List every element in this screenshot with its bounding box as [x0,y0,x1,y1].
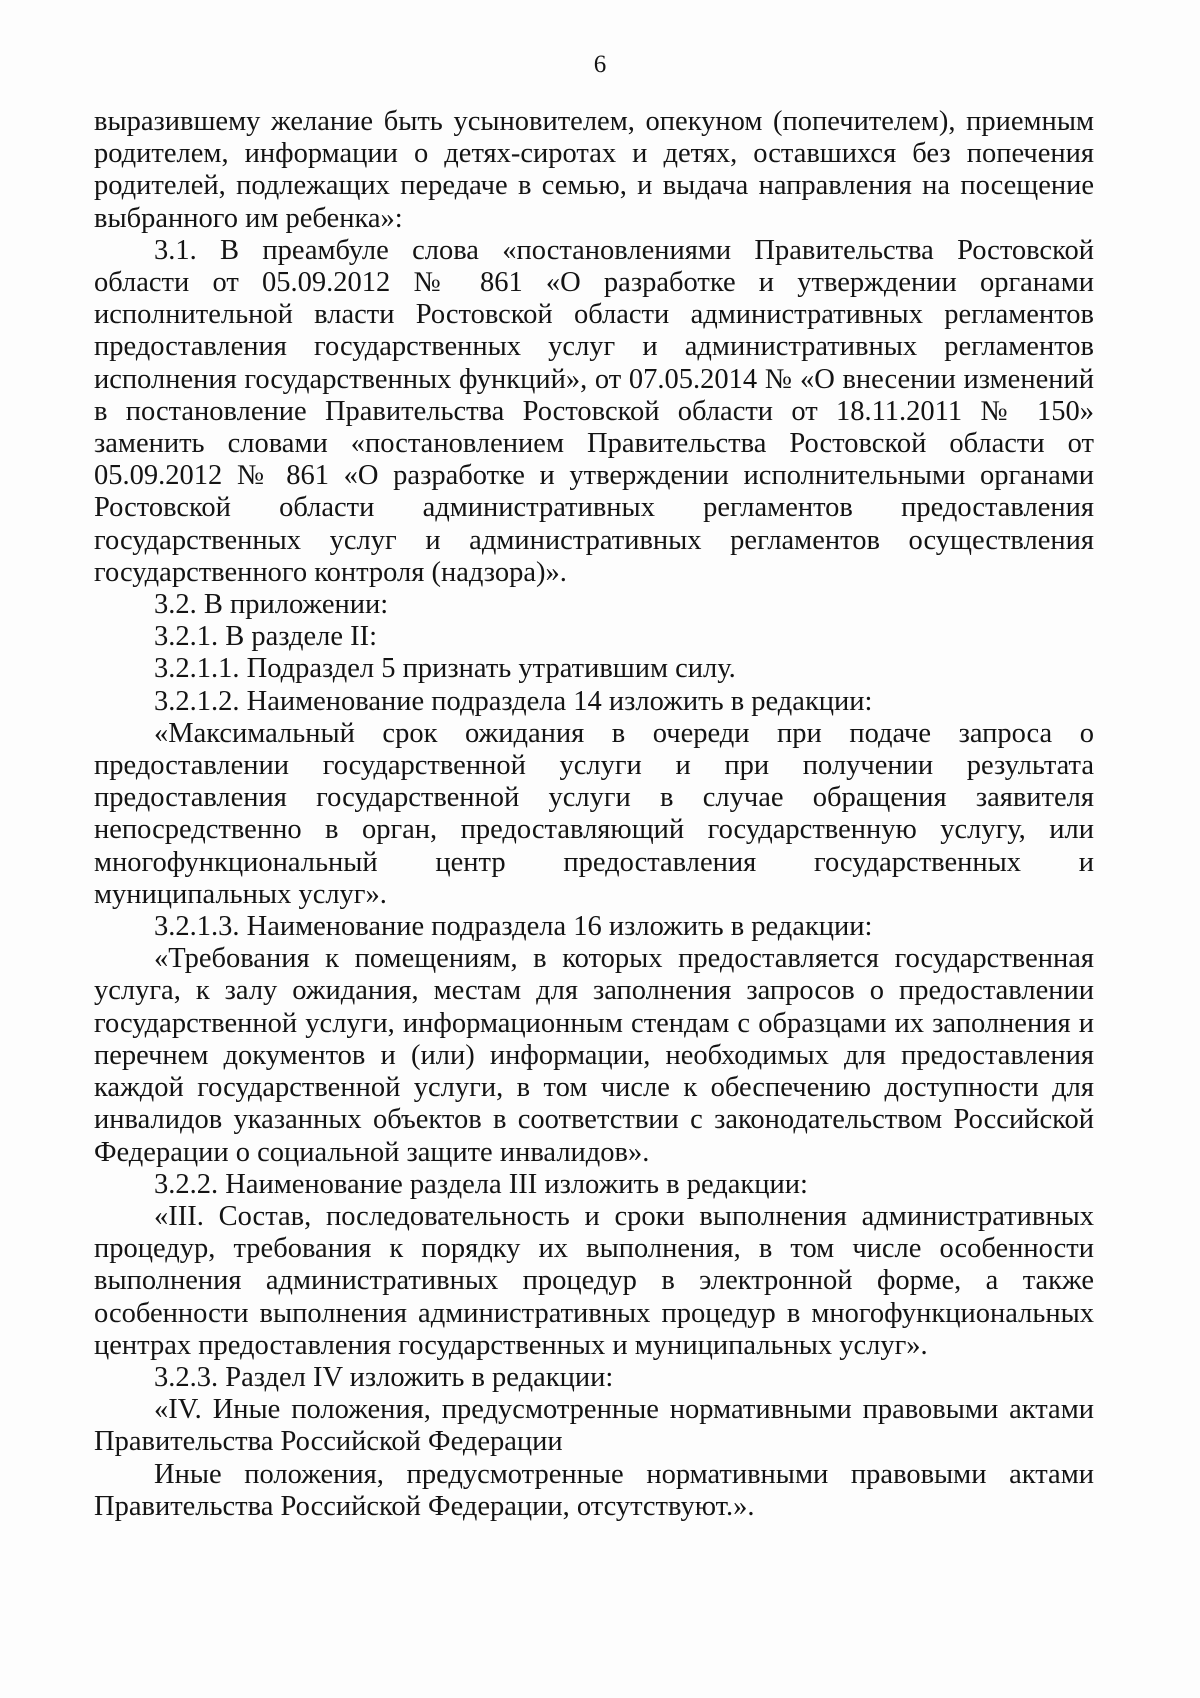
paragraph: 3.2.1.1. Подраздел 5 признать утратившим силу. [154,653,736,685]
paragraph: Иные положения, предусмотренные нормативными правовыми актами Правительства Российской Федерации, отсутствуют.». [94,1458,1094,1522]
paragraph: «III. Состав, последовательность и сроки выполнения административных процедур, требования к порядку их выполнения, в том числе особенности выполнения административных процедур в электронной форме, а также особенности выполнения административных процедур в многофункциональных центрах предоставления государственных и муниципальных услуг». [94,1200,1094,1361]
paragraph: 3.2.2. Наименование раздела III изложить в редакции: [154,1168,808,1200]
paragraph: 3.2.1. В разделе II: [154,621,378,653]
paragraph: 3.2.1.3. Наименование подраздела 16 изложить в редакции: [154,911,873,943]
paragraph: «Максимальный срок ожидания в очереди при подаче запроса о предоставлении государственной услуги и при получении результата предоставления государственной услуги в случае обращения заявителя непосредственно в орган, предоставляющий государственную услугу, или многофункциональный центр предоставления государственных и муниципальных услуг». [94,717,1094,910]
paragraph: «IV. Иные положения, предусмотренные нормативными правовыми актами Правительства Российской Федерации [94,1394,1094,1458]
page-number: 6 [593,51,607,78]
paragraph: «Требования к помещениям, в которых предоставляется государственная услуга, к залу ожидания, местам для заполнения запросов о предоставлении государственной услуги, информационным стендам с образцами их заполнения и перечнем документов и (или) информации, необходимых для предоставления каждой государственной услуги, в том числе к обеспечению доступности для инвалидов указанных объектов в соответствии с законодательством Российской Федерации о социальной защите инвалидов». [94,943,1094,1168]
paragraph: 3.2. В приложении: [154,589,389,621]
paragraph: 3.2.3. Раздел IV изложить в редакции: [154,1361,614,1393]
document-body [94,106,1094,1523]
paragraph: 3.1. В преамбуле слова «постановлениями Правительства Ростовской области от 05.09.2012 № 861 «О разработке и утверждении органами исполнительной власти Ростовской области административных регламентов предоставления государственных услуг и административных регламентов исполнения государственных функций», от 07.05.2014 № «О внесении изменений в постановление Правительства Ростовской области от 18.11.2011 № 150» заменить словами «постановлением Правительства Ростовской области от 05.09.2012 № 861 «О разработке и утверждении исполнительными органами Ростовской области административных регламентов предоставления государственных услуг и административных регламентов осуществления государственного контроля (надзора)». [94,234,1094,588]
paragraph: выразившему желание быть усыновителем, опекуном (попечителем), приемным родителем, информации о детях-сиротах и детях, оставшихся без попечения родителей, подлежащих передаче в семью, и выдача направления на посещение выбранного им ребенка»: [94,106,1094,234]
paragraph: 3.2.1.2. Наименование подраздела 14 изложить в редакции: [154,685,873,717]
